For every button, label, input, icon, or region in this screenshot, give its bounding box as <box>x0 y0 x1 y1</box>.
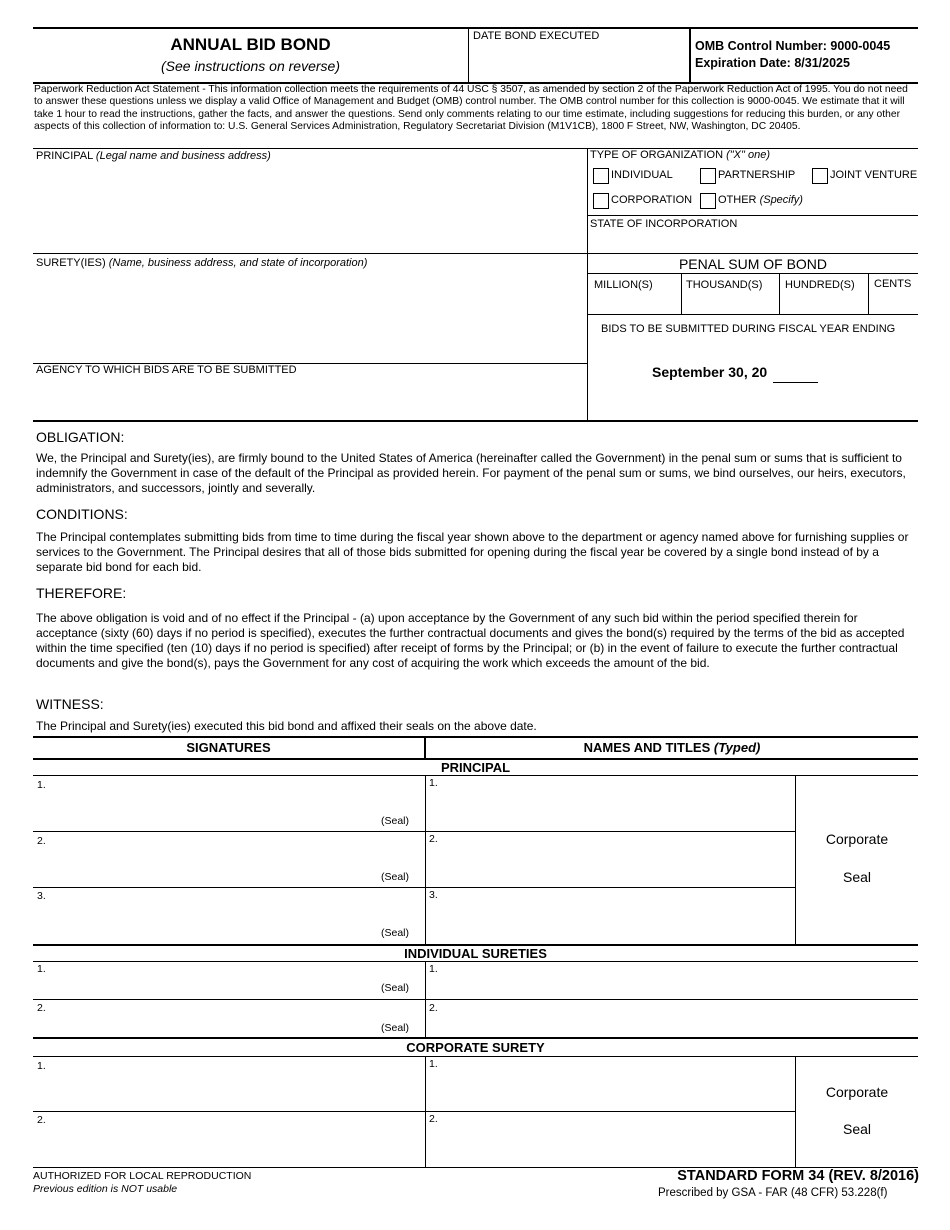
therefore-heading: THEREFORE: <box>36 585 127 601</box>
divider <box>33 999 918 1000</box>
individual-surety-name-2[interactable] <box>440 1002 916 1035</box>
form-number: STANDARD FORM 34 (REV. 8/2016) <box>677 1168 919 1184</box>
other-checkbox[interactable] <box>700 193 716 209</box>
principal-sig-3-number: 3. <box>37 890 46 902</box>
joint-venture-checkbox[interactable] <box>812 168 828 184</box>
divider <box>795 775 796 944</box>
individual-sig-2-number: 2. <box>37 1002 46 1014</box>
principal-name-1[interactable] <box>440 778 792 828</box>
corporate-sig-2-number: 2. <box>37 1114 46 1126</box>
individual-surety-signature-2[interactable] <box>50 1002 375 1035</box>
individual-name-1-number: 1. <box>429 963 438 975</box>
millions-label: MILLION(S) <box>594 279 653 291</box>
partnership-label: PARTNERSHIP <box>718 169 796 181</box>
principal-label: PRINCIPAL (Legal name and business address) <box>36 150 271 162</box>
divider <box>33 887 795 888</box>
principal-seal-label: Seal <box>842 869 872 885</box>
names-titles-header: NAMES AND TITLES (Typed) <box>583 740 761 755</box>
principal-field[interactable] <box>36 165 584 251</box>
principal-sig-1-number: 1. <box>37 779 46 791</box>
divider <box>33 775 918 776</box>
divider <box>33 1111 795 1112</box>
witness-text: The Principal and Surety(ies) executed this bid bond and affixed their seals on the above date. <box>36 719 537 733</box>
signatures-header: SIGNATURES <box>186 740 271 755</box>
fiscal-year-date: September 30, 20 <box>652 364 768 380</box>
agency-field[interactable] <box>36 378 584 418</box>
divider <box>868 273 869 314</box>
divider <box>689 28 691 83</box>
individual-name-2-number: 2. <box>429 1002 438 1014</box>
divider <box>33 1056 918 1057</box>
corporate-surety-name-2[interactable] <box>440 1114 792 1164</box>
principal-sig-3-seal: (Seal) <box>381 927 410 939</box>
individual-sureties-header: INDIVIDUAL SURETIES <box>404 946 547 961</box>
principal-sig-2-seal: (Seal) <box>381 871 410 883</box>
therefore-text: The above obligation is void and of no effect if the Principal - (a) upon acceptance by the Government of any such bid within the period specified therein for acceptance (sixty (60) days if no period is specified), executes the further contractual documents and gives the bond(s) required by the terms of the bid as accepted within the time specified (ten (10) days if no period is specified) after receipt of forms by the Principal; or (b) in the event of failure to execute the further contractual documents and give the bond(s), pays the Government for any cost of acquiring the work which exceeds the amount of the bid. <box>36 611 905 670</box>
principal-corporate-label: Corporate <box>825 831 889 847</box>
fiscal-year-field[interactable] <box>773 382 818 383</box>
other-label: OTHER (Specify) <box>718 194 803 206</box>
conditions-heading: CONDITIONS: <box>36 506 128 522</box>
divider <box>587 314 918 315</box>
individual-label: INDIVIDUAL <box>611 169 673 181</box>
fiscal-year-label: BIDS TO BE SUBMITTED DURING FISCAL YEAR ENDING <box>601 323 896 335</box>
thousands-field[interactable] <box>683 293 777 313</box>
corporate-surety-signature-1[interactable] <box>50 1059 422 1109</box>
principal-name-2-number: 2. <box>429 833 438 845</box>
corporate-surety-corporate-label: Corporate <box>825 1084 889 1100</box>
divider <box>33 420 918 422</box>
prescribed-by: Prescribed by GSA - FAR (48 CFR) 53.228(f) <box>658 1187 888 1199</box>
conditions-text: The Principal contemplates submitting bids from time to time during the fiscal year shown above to the department or agency named above for furnishing supplies or services to the Government. The Principal desires that all of those bids submitted for opening during the fiscal year be covered by a single bond instead of by a separate bid bond for each bid. <box>36 530 909 574</box>
corporate-surety-signature-2[interactable] <box>50 1114 422 1164</box>
omb-control-number: OMB Control Number: 9000-0045 <box>695 39 891 53</box>
date-executed-field[interactable] <box>474 44 687 80</box>
corporate-surety-header: CORPORATE SURETY <box>406 1040 545 1055</box>
top-border <box>33 27 918 29</box>
principal-sig-1-seal: (Seal) <box>381 815 410 827</box>
millions-field[interactable] <box>589 293 679 313</box>
divider <box>33 961 918 962</box>
obligation-heading: OBLIGATION: <box>36 429 125 445</box>
org-type-label: TYPE OF ORGANIZATION ("X" one) <box>590 149 770 161</box>
cents-field[interactable] <box>870 293 916 313</box>
divider <box>795 1056 796 1167</box>
corporation-checkbox[interactable] <box>593 193 609 209</box>
principal-signature-2[interactable] <box>50 834 375 884</box>
individual-sig-1-seal: (Seal) <box>381 982 410 994</box>
divider <box>33 1037 918 1039</box>
divider <box>33 736 918 738</box>
individual-surety-name-1[interactable] <box>440 963 916 997</box>
corporate-name-1-number: 1. <box>429 1058 438 1070</box>
principal-name-3[interactable] <box>440 890 792 940</box>
state-incorporation-label: STATE OF INCORPORATION <box>590 218 738 230</box>
agency-label: AGENCY TO WHICH BIDS ARE TO BE SUBMITTED <box>36 364 297 376</box>
cents-label: CENTS <box>874 278 912 290</box>
partnership-checkbox[interactable] <box>700 168 716 184</box>
corporate-name-2-number: 2. <box>429 1113 438 1125</box>
divider <box>33 831 795 832</box>
principal-name-3-number: 3. <box>429 889 438 901</box>
hundreds-field[interactable] <box>781 293 866 313</box>
individual-sig-1-number: 1. <box>37 963 46 975</box>
hundreds-label: HUNDRED(S) <box>785 279 855 291</box>
witness-heading: WITNESS: <box>36 696 104 712</box>
principal-sig-2-number: 2. <box>37 835 46 847</box>
sureties-label: SURETY(IES) (Name, business address, and state of incorporation) <box>36 257 368 269</box>
corporate-sig-1-number: 1. <box>37 1060 46 1072</box>
corporate-surety-name-1[interactable] <box>440 1059 792 1109</box>
form-title: ANNUAL BID BOND <box>170 35 331 54</box>
penal-sum-title: PENAL SUM OF BOND <box>678 256 828 272</box>
form-subtitle: (See instructions on reverse) <box>161 58 340 74</box>
sureties-field[interactable] <box>36 272 584 360</box>
corporate-surety-seal-label: Seal <box>842 1121 872 1137</box>
principal-signature-1[interactable] <box>50 778 375 828</box>
divider <box>468 28 469 83</box>
divider <box>425 775 426 944</box>
thousands-label: THOUSAND(S) <box>686 279 763 291</box>
principal-section-header: PRINCIPAL <box>440 760 511 775</box>
individual-surety-signature-1[interactable] <box>50 963 375 997</box>
divider <box>33 253 918 254</box>
divider <box>779 273 780 314</box>
divider <box>33 148 918 149</box>
joint-venture-label: JOINT VENTURE <box>830 169 918 181</box>
authorized-reproduction: AUTHORIZED FOR LOCAL REPRODUCTION <box>33 1170 252 1182</box>
state-incorporation-field[interactable] <box>590 232 916 252</box>
principal-name-2[interactable] <box>440 834 792 884</box>
paperwork-statement: Paperwork Reduction Act Statement - This information collection meets the requirements of 44 USC § 3507, as amended by section 2 of the Paperwork Reduction Act of 1995. You do not need to answer these questions unless we display a valid Office of Management and Budget (OMB) control number. The OMB control number for this collection is 9000-0045. We estimate that it will take 1 hour to read the instructions, gather the facts, and answer the questions. Send only comments relating to our time estimate, including suggestions for reducing this burden, or any other aspects of this collection of information to: U.S. General Services Administration, Regulatory Secretariat Division (M1V1CB), 1800 F Street, NW, Washington, DC 20405. <box>34 84 908 132</box>
previous-edition-note: Previous edition is NOT usable <box>33 1183 178 1195</box>
divider <box>681 273 682 314</box>
individual-checkbox[interactable] <box>593 168 609 184</box>
divider <box>587 149 588 420</box>
date-executed-label: DATE BOND EXECUTED <box>473 30 600 42</box>
principal-signature-3[interactable] <box>50 890 375 940</box>
obligation-text: We, the Principal and Surety(ies), are firmly bound to the United States of America (hereinafter called the Government) in the penal sum or sums that is sufficient to indemnify the Government in case of the default of the Principal as provided herein. For payment of the penal sum or sums, we bind ourselves, our heirs, executors, administrators, and successors, jointly and severally. <box>36 451 906 495</box>
divider <box>587 215 918 216</box>
corporation-label: CORPORATION <box>611 194 693 206</box>
expiration-date: Expiration Date: 8/31/2025 <box>695 56 850 70</box>
principal-name-1-number: 1. <box>429 777 438 789</box>
individual-sig-2-seal: (Seal) <box>381 1022 410 1034</box>
